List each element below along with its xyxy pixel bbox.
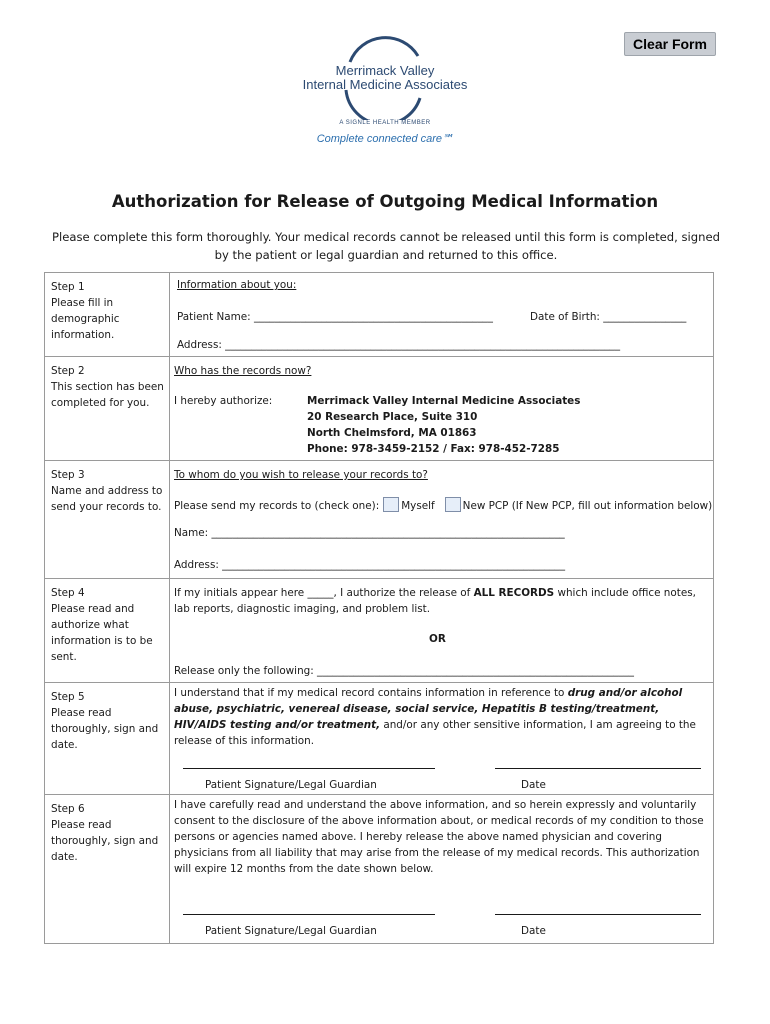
step5-row xyxy=(45,683,713,795)
step3-heading: To whom do you wish to release your records to? xyxy=(174,469,428,481)
step6-date-label: Date xyxy=(521,925,546,937)
patient-name-field[interactable]: Patient Name: ______________________________________________ xyxy=(177,311,493,323)
step2-heading: Who has the records now? xyxy=(174,365,312,377)
step4-label: Step 4 xyxy=(51,587,85,599)
org-city: North Chelmsford, MA 01863 xyxy=(307,427,477,439)
logo-tagline: Complete connected care℠ xyxy=(316,133,454,145)
step2-cell xyxy=(51,363,165,411)
step3-label: Step 3 xyxy=(51,469,85,481)
step3-cell xyxy=(51,467,165,515)
step4-desc: Please read and authorize what information is to be sent. xyxy=(51,603,153,663)
authorization-form xyxy=(44,272,714,944)
step1-cell xyxy=(51,279,165,343)
step1-row xyxy=(45,273,713,357)
step4-cell xyxy=(51,585,165,665)
clear-form-button[interactable]: Clear Form xyxy=(624,32,716,56)
step2-desc: This section has been completed for you. xyxy=(51,381,164,409)
step6-signature-line[interactable] xyxy=(183,914,435,915)
step6-date-line[interactable] xyxy=(495,914,701,915)
step3-row xyxy=(45,461,713,579)
new-pcp-checkbox[interactable] xyxy=(445,497,461,512)
logo-line2: Internal Medicine Associates xyxy=(302,77,468,92)
patient-address-field[interactable]: Address: ____________________________________________________________________________ xyxy=(177,339,621,351)
release-only-field[interactable]: Release only the following: _____________________________________________________________ xyxy=(174,665,634,677)
step1-desc: Please fill in demographic information. xyxy=(51,297,120,341)
logo xyxy=(280,36,490,148)
step6-label: Step 6 xyxy=(51,803,85,815)
org-name: Merrimack Valley Internal Medicine Associates xyxy=(307,395,581,407)
recipient-address-field[interactable]: Address: __________________________________________________________________ xyxy=(174,559,566,571)
step6-paragraph: I have carefully read and understand the above information, and so herein expressly and voluntarily consent to the disclosure of the above information about, or medical records of my condition to those persons or agencies named above. I hereby release the above named physician and covering physicians from all liability that may arise from the release of my medical records. This authorization will expire 12 months from the date shown below. xyxy=(174,799,704,875)
step3-desc: Name and address to send your records to. xyxy=(51,485,163,513)
step5-label: Step 5 xyxy=(51,691,85,703)
step2-row xyxy=(45,357,713,461)
step5-paragraph: I understand that if my medical record contains information in reference to drug and/or alcohol abuse, psychiatric, venereal disease, social service, Hepatitis B testing/treatment, HIV/AIDS testing and/or treatment, and/or any other sensitive information, I am agreeing to the release of this information. xyxy=(174,687,696,747)
step5-cell xyxy=(51,689,165,753)
logo-line1: Merrimack Valley xyxy=(335,63,435,78)
step6-cell xyxy=(51,801,165,865)
intro-text: Please complete this form thoroughly. Your medical records cannot be released until this form is completed, signed by the patient or legal guardian and returned to this office. xyxy=(52,230,720,262)
dob-field[interactable]: Date of Birth: ________________ xyxy=(530,311,687,323)
myself-checkbox[interactable] xyxy=(383,497,399,512)
step5-date-line[interactable] xyxy=(495,768,701,769)
authorize-label: I hereby authorize: xyxy=(174,395,273,407)
step6-row xyxy=(45,795,713,943)
step5-signature-line[interactable] xyxy=(183,768,435,769)
step1-heading: Information about you: xyxy=(177,279,297,291)
step4-paragraph: If my initials appear here _____, I authorize the release of ALL RECORDS which include office notes, lab reports, diagnostic imaging, and problem list. xyxy=(174,587,696,615)
step1-label: Step 1 xyxy=(51,281,85,293)
step4-row xyxy=(45,579,713,683)
step6-signature-label: Patient Signature/Legal Guardian xyxy=(205,925,377,937)
step2-label: Step 2 xyxy=(51,365,85,377)
or-label: OR xyxy=(429,633,446,645)
step6-desc: Please read thoroughly, sign and date. xyxy=(51,819,159,863)
step5-date-label: Date xyxy=(521,779,546,791)
myself-option-label: Myself xyxy=(401,500,435,512)
step5-signature-label: Patient Signature/Legal Guardian xyxy=(205,779,377,791)
new-pcp-option-label: New PCP (If New PCP, fill out information below) xyxy=(462,500,713,512)
logo-member: A SIGNLE HEALTH MEMBER xyxy=(339,120,431,126)
page-title: Authorization for Release of Outgoing Medical Information xyxy=(111,192,659,211)
recipient-name-field[interactable]: Name: ____________________________________________________________________ xyxy=(174,527,565,539)
step5-desc: Please read thoroughly, sign and date. xyxy=(51,707,159,751)
send-prompt: Please send my records to (check one): xyxy=(174,500,380,512)
org-phone: Phone: 978-3459-2152 / Fax: 978-452-7285 xyxy=(307,443,560,455)
org-street: 20 Research Place, Suite 310 xyxy=(307,411,478,423)
send-options xyxy=(174,497,712,512)
